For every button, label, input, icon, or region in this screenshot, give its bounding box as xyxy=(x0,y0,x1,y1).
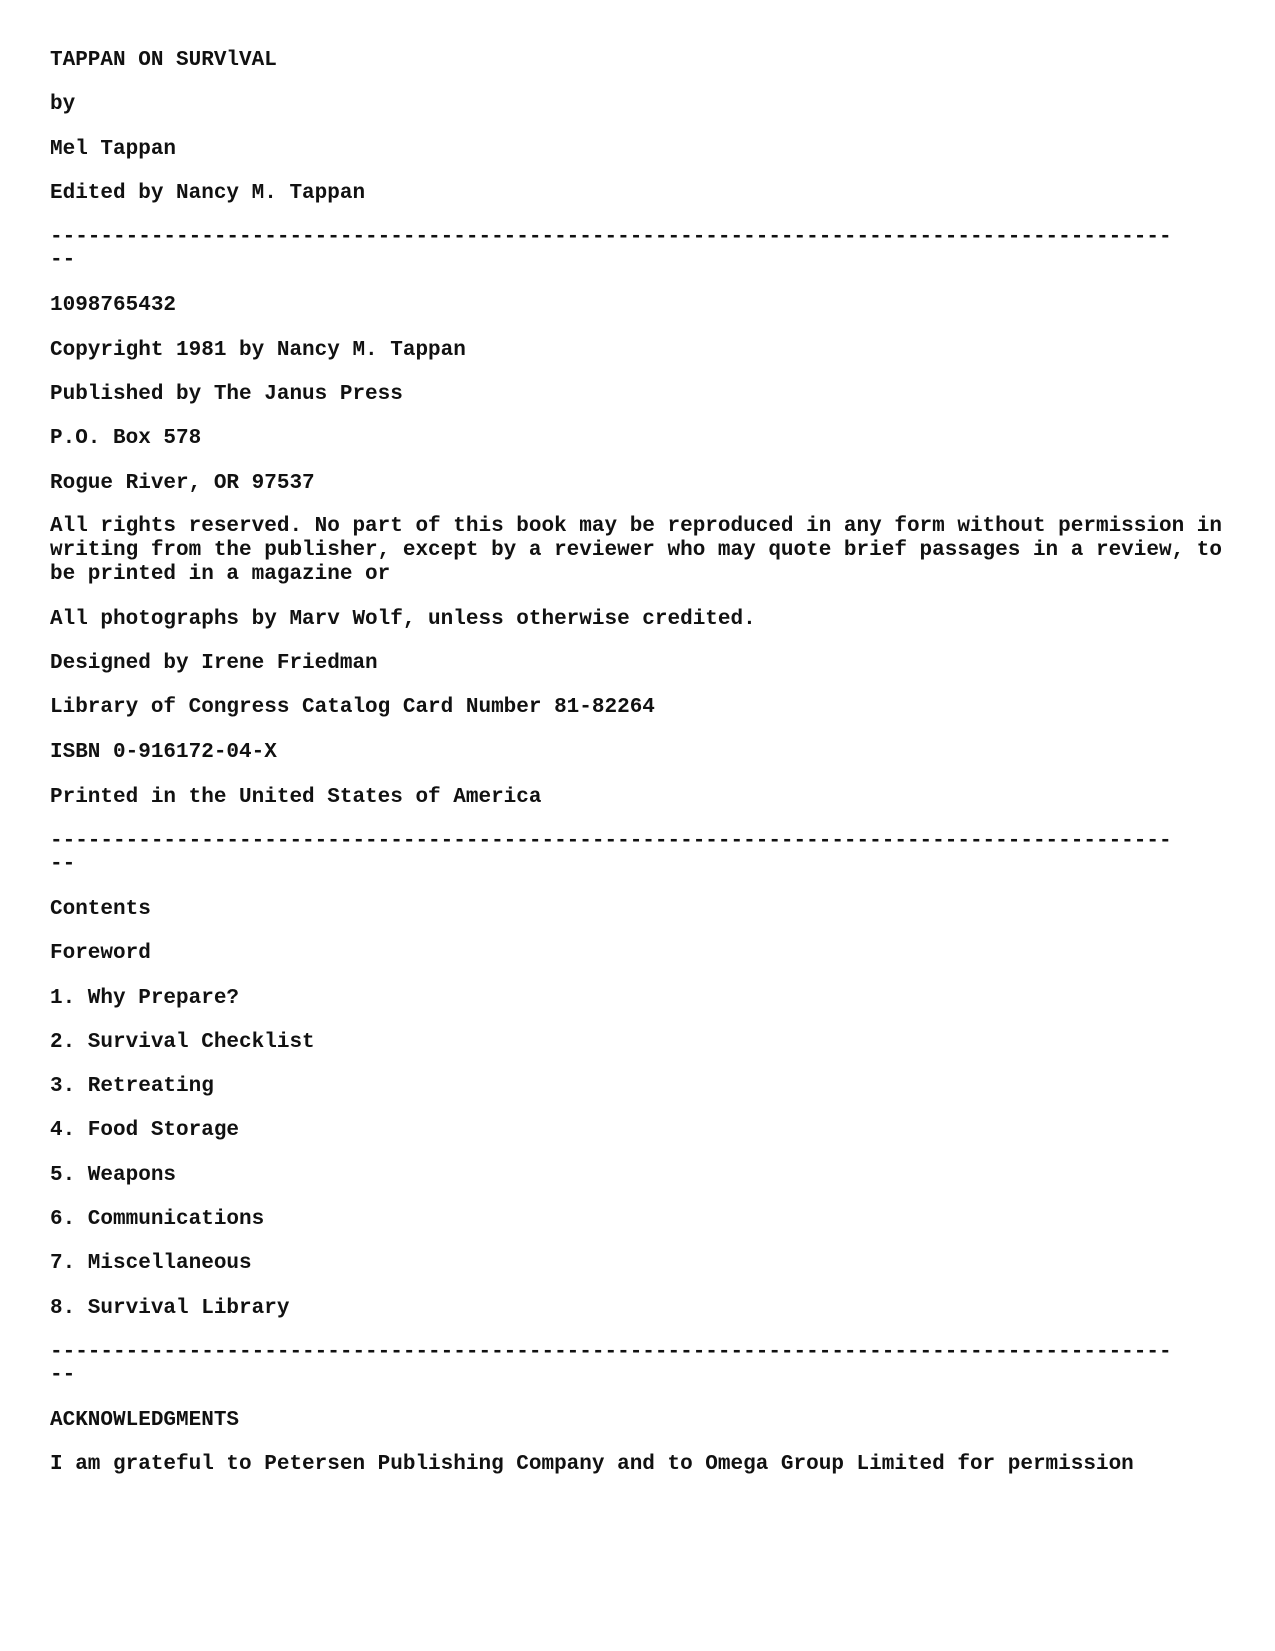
contents-item: 4. Food Storage xyxy=(50,1119,240,1142)
contents-item: 6. Communications xyxy=(50,1208,265,1231)
printed-in-line: Printed in the United States of America xyxy=(50,786,542,809)
separator-tail: -- xyxy=(50,853,76,876)
contents-item: 1. Why Prepare? xyxy=(50,987,240,1010)
contents-item: 5. Weapons xyxy=(50,1164,177,1187)
designer-credit: Designed by Irene Friedman xyxy=(50,652,378,675)
separator-rule: ----------------------------------------------------------------------------------------- xyxy=(50,226,1172,249)
contents-heading: Contents xyxy=(50,898,151,921)
acknowledgments-text: I am grateful to Petersen Publishing Company and to Omega Group Limited for permission xyxy=(50,1453,1134,1476)
photographs-credit: All photographs by Marv Wolf, unless otherwise credited. xyxy=(50,608,756,631)
separator-rule: ----------------------------------------------------------------------------------------- xyxy=(50,830,1172,853)
separator-tail: -- xyxy=(50,1364,76,1387)
po-box-line: P.O. Box 578 xyxy=(50,427,202,450)
author-name: Mel Tappan xyxy=(50,138,177,161)
contents-item: Foreword xyxy=(50,942,151,965)
contents-item: 2. Survival Checklist xyxy=(50,1031,315,1054)
copyright-notice: Copyright 1981 by Nancy M. Tappan xyxy=(50,339,466,362)
contents-item: 8. Survival Library xyxy=(50,1297,290,1320)
book-title: TAPPAN ON SURVlVAL xyxy=(50,49,277,72)
loc-catalog-number: Library of Congress Catalog Card Number 81-82264 xyxy=(50,696,655,719)
publisher-line: Published by The Janus Press xyxy=(50,383,403,406)
editor-credit: Edited by Nancy M. Tappan xyxy=(50,182,366,205)
isbn-line: ISBN 0-916172-04-X xyxy=(50,741,277,764)
contents-item: 3. Retreating xyxy=(50,1075,214,1098)
byline-by: by xyxy=(50,93,76,116)
acknowledgments-heading: ACKNOWLEDGMENTS xyxy=(50,1409,240,1432)
rights-paragraph: All rights reserved. No part of this book may be reproduced in any form without permission in writing from the publisher, except by a reviewer who may quote brief passages in a review, to be printed in a magazine or xyxy=(50,515,1222,586)
separator-tail: -- xyxy=(50,249,76,272)
city-line: Rogue River, OR 97537 xyxy=(50,472,315,495)
separator-rule: ----------------------------------------------------------------------------------------- xyxy=(50,1341,1172,1364)
contents-item: 7. Miscellaneous xyxy=(50,1252,252,1275)
printing-line: 1098765432 xyxy=(50,294,177,317)
